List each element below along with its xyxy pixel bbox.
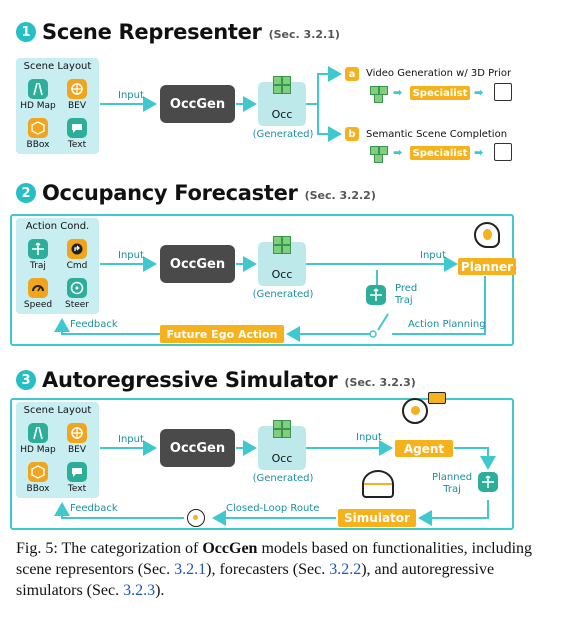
sec3-input-label: Input	[118, 434, 144, 445]
planned-traj-label: Planned Traj	[432, 472, 473, 495]
bev-label: BEV	[67, 445, 87, 455]
section-2-number: 2	[16, 183, 36, 203]
route-loop-icon	[187, 509, 205, 527]
text-label: Text	[67, 140, 87, 150]
figure-caption	[16, 538, 556, 601]
sec3-panel-title: Scene Layout	[23, 405, 92, 416]
arrow-right-icon: ➡	[393, 86, 403, 99]
sec1-occ-label: Occ	[271, 108, 293, 121]
branch-b-specialist: Specialist	[410, 146, 470, 160]
occ-cube	[282, 76, 291, 85]
steer-icon	[67, 278, 87, 298]
occ-cube	[273, 236, 282, 245]
traj-icon	[28, 239, 48, 259]
occ-cube	[374, 154, 383, 163]
bev-label: BEV	[67, 101, 87, 111]
sec3-feedback-label: Feedback	[70, 503, 118, 514]
arrow-right-icon: ➡	[474, 86, 484, 99]
occ-cube	[273, 420, 282, 429]
occ-cube	[374, 94, 383, 103]
caption-text-2: models based on functionalities, including scene representors (Sec.	[16, 540, 533, 578]
arrow-right-icon: ➡	[393, 146, 403, 159]
speed-icon	[28, 278, 48, 298]
section-1-header	[16, 20, 340, 44]
simulator-globe-icon	[362, 470, 394, 498]
sec3-generated-label: (Generated)	[252, 473, 314, 484]
section-3-number: 3	[16, 370, 36, 390]
sec2-planner-input-label: Input	[420, 250, 446, 261]
planned-traj-icon	[478, 472, 498, 492]
branch-a-specialist: Specialist	[410, 86, 470, 100]
traj-label: Traj	[30, 261, 46, 271]
sec2-occgen-block: OccGen	[160, 245, 235, 283]
cmd-label: Cmd	[66, 261, 88, 271]
hd-map-icon	[28, 79, 48, 99]
occ-cube	[273, 245, 282, 254]
speed-label: Speed	[23, 300, 53, 310]
steer-label: Steer	[64, 300, 90, 310]
caption-text-1: The categorization of	[61, 540, 199, 557]
occ-cube	[273, 85, 282, 94]
sec2-occ-label: Occ	[271, 268, 293, 281]
sec3-agent-input-label: Input	[356, 432, 382, 443]
bbox-label: BBox	[26, 140, 50, 150]
section-3-header	[16, 368, 416, 392]
section-1-number: 1	[16, 22, 36, 42]
occ-cube	[282, 245, 291, 254]
occ-cube	[273, 76, 282, 85]
planner-block: Planner	[458, 258, 516, 275]
occ-cube	[282, 420, 291, 429]
pred-traj-label: Pred Traj	[395, 283, 418, 306]
hd-map-label: HD Map	[20, 445, 56, 455]
occ-cube	[273, 429, 282, 438]
caption-ref-2[interactable]: 3.2.2	[329, 561, 362, 578]
caption-ref-1[interactable]: 3.2.1	[174, 561, 207, 578]
video-film-icon	[494, 83, 512, 101]
sec1-occgen-block: OccGen	[160, 85, 235, 123]
branch-a-badge: a	[345, 67, 359, 81]
section-2-header	[16, 181, 376, 205]
agent-head-icon	[402, 398, 428, 424]
text-icon	[67, 462, 87, 482]
section-3-ref: (Sec. 3.2.3)	[344, 376, 416, 389]
sec2-feedback-label: Feedback	[70, 319, 118, 330]
sec2-input-label: Input	[118, 250, 144, 261]
section-1-title: Scene Representer	[42, 20, 262, 44]
bbox-icon	[28, 462, 48, 482]
sec3-occgen-block: OccGen	[160, 429, 235, 467]
section-2-title: Occupancy Forecaster	[42, 181, 298, 205]
caption-text-3: ), forecasters (Sec.	[206, 561, 326, 578]
sec2-generated-label: (Generated)	[252, 289, 314, 300]
caption-ref-3[interactable]: 3.2.3	[123, 582, 156, 599]
sec1-input-label: Input	[118, 90, 144, 101]
occ-cube	[282, 236, 291, 245]
branch-b-title: Semantic Scene Completion	[366, 129, 508, 140]
hd-map-icon	[28, 423, 48, 443]
agent-block: Agent	[395, 440, 453, 457]
bev-icon	[67, 423, 87, 443]
bbox-icon	[28, 118, 48, 138]
agent-speech-icon	[428, 392, 446, 404]
caption-text-5: ).	[155, 582, 165, 599]
bbox-label: BBox	[26, 484, 50, 494]
section-1-ref: (Sec. 3.2.1)	[268, 28, 340, 41]
bev-icon	[67, 79, 87, 99]
caption-label: Fig. 5:	[16, 540, 58, 557]
action-planning-label: Action Planning	[408, 319, 486, 330]
occ-cube	[282, 429, 291, 438]
section-2-ref: (Sec. 3.2.2)	[304, 189, 376, 202]
simulator-block: Simulator	[338, 509, 416, 527]
occ-cube	[282, 85, 291, 94]
planner-head-icon	[474, 222, 500, 248]
closed-loop-route-label: Closed-Loop Route	[226, 503, 320, 514]
caption-text-4: ), and autoregressive simulators (Sec.	[16, 561, 495, 599]
arrow-right-icon: ➡	[474, 146, 484, 159]
pred-traj-icon	[366, 285, 386, 305]
cmd-icon	[67, 239, 87, 259]
hd-map-label: HD Map	[20, 101, 56, 111]
section-3-title: Autoregressive Simulator	[42, 368, 338, 392]
text-label: Text	[67, 484, 87, 494]
branch-a-title: Video Generation w/ 3D Prior	[366, 68, 512, 79]
sec1-panel-title: Scene Layout	[23, 61, 92, 72]
branch-b-badge: b	[345, 127, 359, 141]
caption-bold: OccGen	[202, 540, 258, 557]
sec2-panel-title: Action Cond.	[25, 221, 90, 232]
sec3-occ-label: Occ	[271, 452, 293, 465]
sec1-generated-label: (Generated)	[252, 129, 314, 140]
scene-image-icon	[494, 143, 512, 161]
future-ego-action-block: Future Ego Action	[160, 325, 284, 343]
text-icon	[67, 118, 87, 138]
